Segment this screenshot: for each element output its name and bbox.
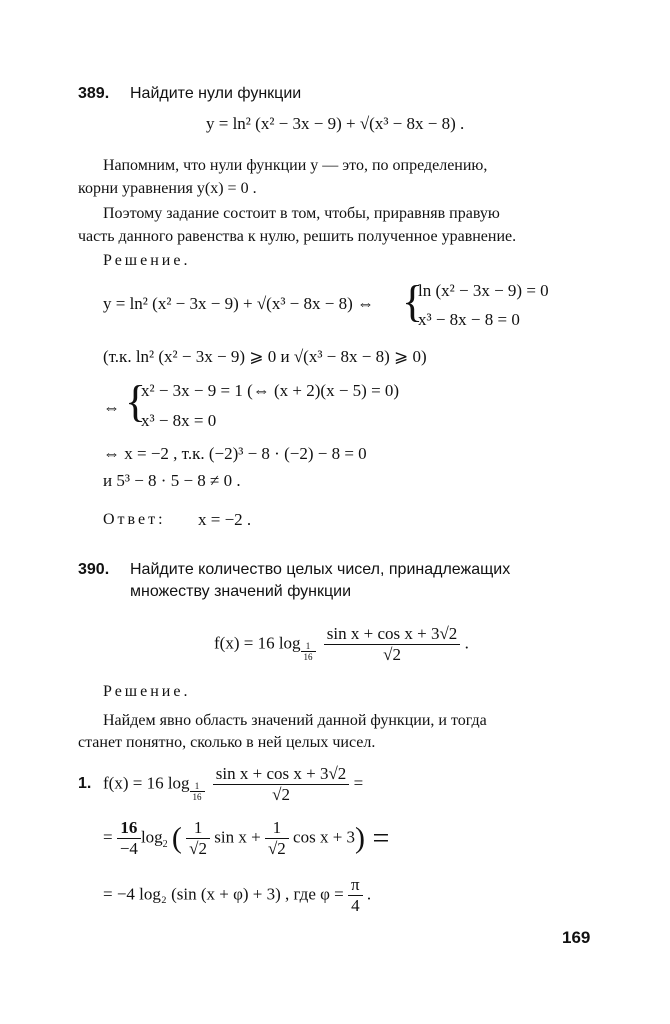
system-1-brace: {: [402, 277, 424, 326]
coefficient-numerator: 16: [117, 818, 141, 839]
system-2-brace: {: [125, 377, 147, 426]
main-fraction: [324, 624, 461, 665]
problem-390-formula: [214, 624, 469, 665]
coefficient-fraction: [117, 818, 141, 859]
step-1-left: y = ln² (x² − 3x − 9) + √(x³ − 8x − 8) ⇔: [103, 294, 375, 313]
intro-line-1: Найдем явно область значений данной функции, и тогда: [103, 712, 487, 729]
reminder-line-2: корни уравнения y(x) = 0 .: [78, 180, 257, 197]
item-1-line-1: [103, 764, 363, 805]
main-fraction-denominator: √2: [383, 645, 401, 664]
inner-fraction-1: [186, 818, 210, 859]
close-paren-text: ) =: [355, 821, 390, 855]
system-1-eq-1: ln (x² − 3x − 9) = 0: [418, 281, 549, 300]
reminder-line-1: Напомним, что нули функции y — это, по определению,: [103, 157, 488, 174]
page-number: 169: [562, 928, 591, 947]
step-3: ⇔ x = −2 , т.к. (−2)³ − 8 · (−2) − 8 = 0: [103, 444, 367, 463]
phi-denominator: 4: [351, 896, 360, 915]
line-2-equals: =: [103, 827, 113, 847]
log-base-fraction: [301, 641, 316, 662]
solution-label-389: Решение.: [103, 252, 191, 269]
cos-text: cos x + 3: [293, 827, 356, 847]
main-fraction-numerator: sin x + cos x + 3√2: [324, 624, 461, 645]
open-paren: (: [171, 821, 182, 855]
problem-390-title-line-1: Найдите количество целых чисел, принадлежащих: [130, 561, 511, 578]
log2-text: log: [140, 827, 163, 847]
inner-fraction-2-denominator: √2: [267, 839, 286, 858]
inner-fraction-1-numerator: 1: [186, 818, 210, 839]
item-main-fraction: [213, 764, 350, 805]
inner-fraction-1-denominator: √2: [189, 839, 208, 858]
formula-lhs: f(x) = 16 log: [214, 633, 301, 653]
log-base-numerator: 1: [301, 641, 316, 652]
phi-numerator: π: [348, 875, 363, 896]
problem-389-title: Найдите нули функции: [130, 85, 302, 102]
system-1-eq-2: x³ − 8x − 8 = 0: [418, 310, 520, 329]
equiv-symbol: ⇔: [103, 398, 120, 417]
item-equals: =: [353, 773, 364, 793]
item-fraction-denominator: √2: [272, 785, 290, 804]
line-3-end: .: [366, 884, 372, 904]
item-log-base-denominator: 16: [192, 792, 202, 803]
formula-end: .: [464, 633, 469, 653]
item-log-base-numerator: 1: [190, 781, 205, 792]
inner-fraction-2: [265, 818, 289, 859]
because-note: (т.к. ln² (x² − 3x − 9) ⩾ 0 и √(x³ − 8x − 8) ⩾ 0): [103, 347, 427, 366]
task-line-1: Поэтому задание состоит в том, чтобы, приравняв правую: [103, 205, 500, 222]
sin-text: sin x +: [214, 827, 261, 847]
coefficient-denominator: −4: [119, 839, 138, 858]
problem-389-formula: y = ln² (x² − 3x − 9) + √(x³ − 8x − 8) .: [206, 114, 465, 133]
system-2-eq-1: x² − 3x − 9 = 1 (⇔ (x + 2)(x − 5) = 0): [141, 381, 400, 400]
answer-value: x = −2 .: [198, 510, 252, 529]
item-fraction-numerator: sin x + cos x + 3√2: [213, 764, 350, 785]
system-2-eq-2: x³ − 8x = 0: [141, 411, 217, 430]
problem-389-number: 389.: [78, 85, 110, 102]
problem-390-number: 390.: [78, 561, 110, 578]
task-line-2: часть данного равенства к нулю, решить полученное уравнение.: [78, 228, 517, 245]
problem-390-title-line-2: множеству значений функции: [130, 583, 352, 600]
item-lhs: f(x) = 16 log: [103, 773, 190, 793]
log-base-denominator: 16: [303, 652, 313, 663]
intro-line-2: станет понятно, сколько в ней целых чисел.: [78, 734, 376, 751]
step-4: и 5³ − 8 · 5 − 8 ≠ 0 .: [103, 471, 241, 490]
solution-label-390: Решение.: [103, 683, 191, 700]
item-1-number: 1.: [78, 775, 92, 792]
item-1-line-2: [103, 818, 389, 859]
answer-label: Ответ:: [103, 511, 166, 528]
phi-fraction: [348, 875, 363, 916]
item-1-line-3: [103, 875, 371, 916]
line-3-text: = −4 log₂ (sin (x + φ) + 3) , где φ =: [103, 884, 344, 904]
item-log-base: [190, 781, 205, 802]
log2-base: 2: [162, 838, 168, 850]
inner-fraction-2-numerator: 1: [265, 818, 289, 839]
